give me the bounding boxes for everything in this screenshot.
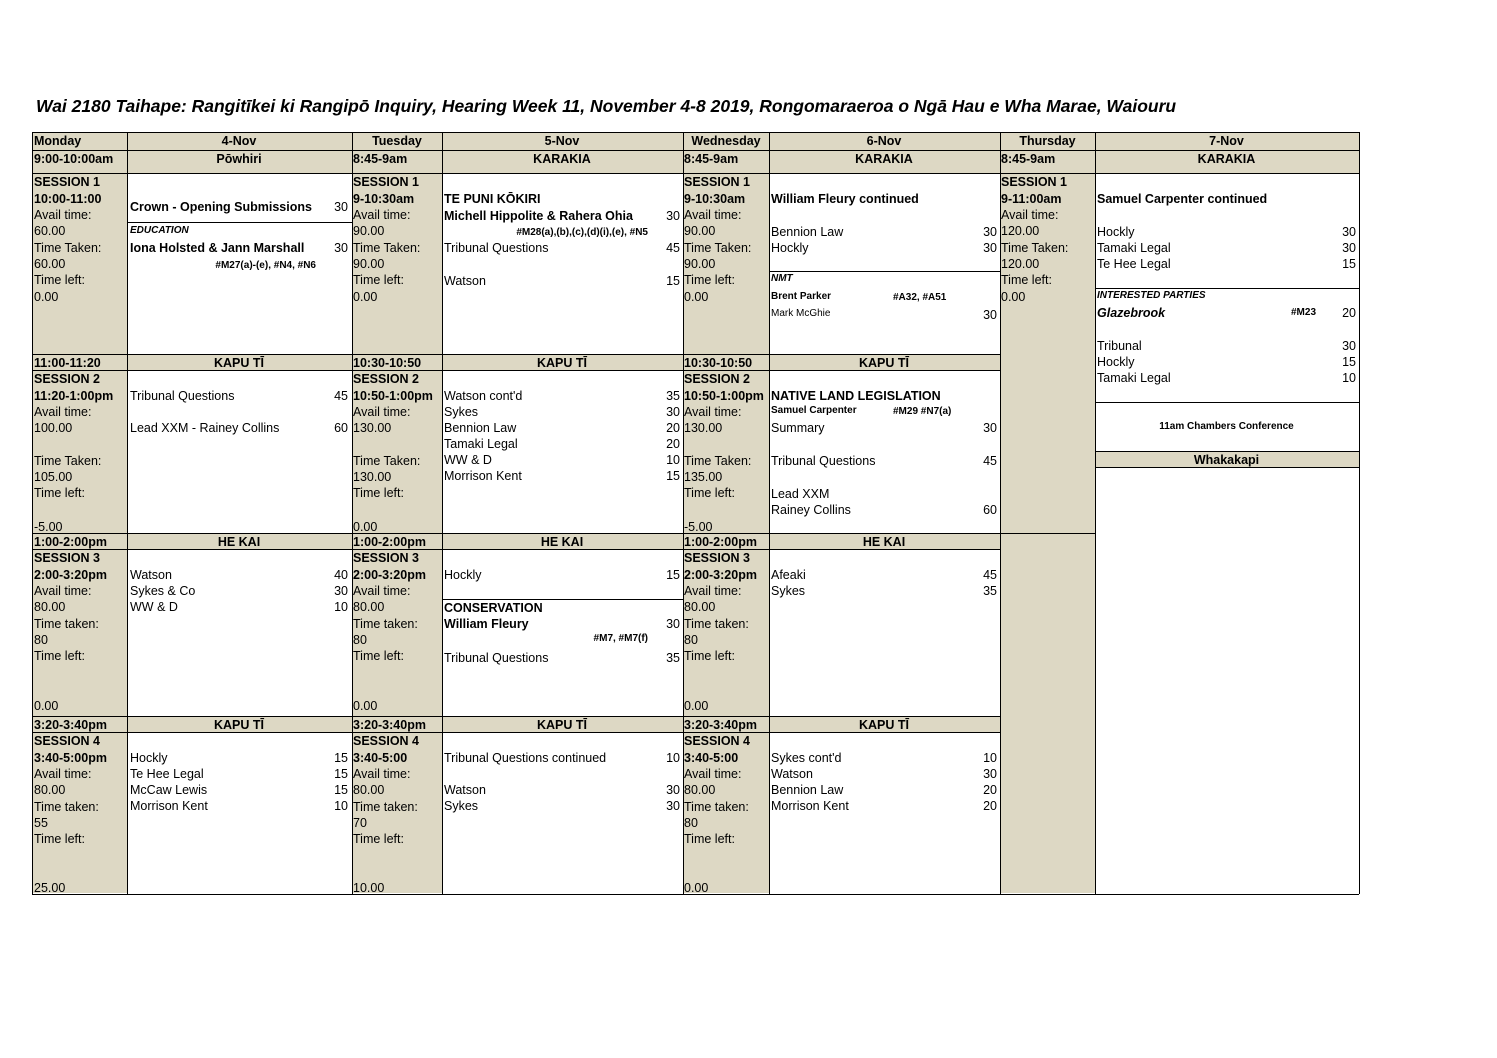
wednesday-item-1-3: NMT (771, 273, 793, 284)
wednesday-session-stat-5-2: Time taken: (684, 617, 749, 631)
wednesday-item-7-3: Morrison Kent (771, 799, 849, 813)
tuesday-session-stat-3-5: 0.00 (353, 520, 378, 534)
wednesday-session-stat-3-0: Avail time: (684, 405, 742, 419)
wednesday-session-time-1: 9-10:30am (684, 192, 746, 206)
tuesday-session-stat-3-4: Time left: (353, 486, 404, 500)
wednesday-session-stat-5-4: Time left: (684, 649, 735, 663)
wednesday-item-7-0: Sykes cont'd (771, 751, 842, 765)
monday-break-event-2: KAPU TĪ (214, 356, 264, 370)
monday-break-time-4: 1:00-2:00pm (34, 535, 107, 549)
thursday-item-3: Te Hee Legal (1097, 257, 1171, 271)
thursday-break-time-0: 8:45-9am (1001, 152, 1056, 166)
thursday-session-stat-2: Time Taken: (1001, 241, 1069, 255)
wednesday-item-num-5-0: 45 (983, 568, 997, 582)
tuesday-session-stat-5-4: Time left: (353, 649, 404, 663)
tuesday-session-stat-1-5: 0.00 (353, 290, 378, 304)
wednesday-session-stat-5-0: Avail time: (684, 584, 742, 598)
monday-session-label-1: SESSION 1 (34, 175, 100, 189)
column-divider-2 (442, 132, 443, 894)
wednesday-item-7-1: Watson (771, 767, 813, 781)
tuesday-session-time-7: 3:40-5:00 (353, 751, 408, 765)
wednesday-item-3-0: NATIVE LAND LEGISLATION (771, 389, 941, 403)
tuesday-item-1-3: Tribunal Questions (444, 241, 549, 255)
thursday-item-0: Samuel Carpenter continued (1097, 192, 1268, 206)
monday-item-num-7-1: 15 (334, 767, 348, 781)
wednesday-item-num-3-2: 30 (983, 421, 997, 435)
monday-session-stat-1-5: 0.00 (34, 290, 59, 304)
tuesday-item-num-3-3: 20 (666, 437, 680, 451)
wednesday-break-time-0: 8:45-9am (684, 152, 739, 166)
monday-break-event-4: HE KAI (217, 535, 261, 549)
monday-session-stat-1-4: Time left: (34, 273, 85, 287)
wednesday-session-stat-5-5: 0.00 (684, 699, 709, 713)
tuesday-session-time-5: 2:00-3:20pm (353, 568, 426, 582)
wednesday-session-stat-1-2: Time Taken: (684, 241, 752, 255)
monday-session-stat-3-4: Time left: (34, 486, 85, 500)
thursday-item-5: Glazebrook (1097, 306, 1166, 320)
tuesday-break-event-4: HE KAI (540, 535, 584, 549)
thursday-whakakapi: Whakakapi (1193, 453, 1260, 467)
wednesday-item-3-5: Rainey Collins (771, 503, 851, 517)
wednesday-session-time-5: 2:00-3:20pm (684, 568, 757, 582)
tuesday-item-num-7-2: 30 (666, 799, 680, 813)
tuesday-item-num-5-0: 15 (666, 568, 680, 582)
wednesday-session-stat-7-3: 80 (684, 816, 698, 830)
monday-session-stat-1-0: Avail time: (34, 208, 92, 222)
tuesday-item-3-4: WW & D (444, 453, 492, 467)
thursday-chambers-conference: 11am Chambers Conference (1159, 421, 1294, 432)
wednesday-session-stat-7-0: Avail time: (684, 767, 742, 781)
wednesday-item-num-1-5: 30 (983, 308, 997, 322)
monday-break-time-2: 11:00-11:20 (34, 356, 101, 370)
monday-session-time-1: 10:00-11:00 (34, 192, 102, 206)
tuesday-session-stat-7-3: 70 (353, 816, 367, 830)
tuesday-session-label-1: SESSION 1 (353, 175, 419, 189)
page-title: Wai 2180 Taihape: Rangitīkei ki Rangipō Inquiry, Hearing Week 11, November 4-8 2019, Rongomaraeroa o Ngā Hau e Wha Marae, Waiouru (36, 96, 1177, 116)
monday-item-1-1: EDUCATION (130, 225, 189, 236)
monday-session-time-7: 3:40-5:00pm (34, 751, 107, 765)
tuesday-item-5-4: Tribunal Questions (444, 651, 549, 665)
tuesday-break-event-6: KAPU TĪ (537, 718, 587, 732)
thursday-item-4: INTERESTED PARTIES (1097, 290, 1206, 301)
tuesday-break-time-4: 1:00-2:00pm (353, 535, 426, 549)
monday-item-num-3-0: 45 (334, 389, 348, 403)
wednesday-item-3-3: Tribunal Questions (771, 454, 876, 468)
tuesday-item-num-7-0: 10 (666, 751, 680, 765)
wednesday-item-num-7-1: 30 (983, 767, 997, 781)
tuesday-session-stat-5-3: 80 (353, 633, 367, 647)
wednesday-break-event-6: KAPU TĪ (859, 718, 909, 732)
monday-break-time-0: 9:00-10:00am (34, 152, 114, 166)
wednesday-item-3-1: Samuel Carpenter (771, 405, 857, 416)
thursday-item-8: Tamaki Legal (1097, 371, 1171, 385)
tuesday-session-stat-7-0: Avail time: (353, 767, 411, 781)
thursday-item-num-7: 15 (1342, 355, 1356, 369)
tuesday-item-7-2: Sykes (444, 799, 479, 813)
monday-session-stat-7-4: Time left: (34, 832, 85, 846)
thursday-time-divider-2 (1000, 533, 1095, 534)
thursday-session-time-1: 9-11:00am (1001, 192, 1062, 206)
monday-item-num-7-0: 15 (334, 751, 348, 765)
tuesday-item-5-1: CONSERVATION (444, 601, 543, 615)
tuesday-session-stat-1-0: Avail time: (353, 208, 411, 222)
monday-session-stat-5-0: Avail time: (34, 584, 92, 598)
tuesday-item-num-1-4: 15 (666, 274, 680, 288)
monday-session-stat-3-1: 100.00 (34, 421, 73, 435)
tuesday-item-num-3-2: 20 (666, 421, 680, 435)
tuesday-session-label-3: SESSION 2 (353, 372, 419, 386)
monday-item-num-3-1: 60 (334, 421, 348, 435)
date-header-thursday: 7-Nov (1209, 134, 1244, 148)
tuesday-session-label-7: SESSION 4 (353, 734, 419, 748)
tuesday-session-stat-5-2: Time taken: (353, 617, 418, 631)
wednesday-session-stat-7-5: 0.00 (684, 881, 709, 895)
wednesday-session-stat-3-2: Time Taken: (684, 454, 752, 468)
monday-session-stat-7-2: Time taken: (34, 800, 99, 814)
monday-session-stat-1-2: Time Taken: (34, 241, 102, 255)
monday-session-stat-3-0: Avail time: (34, 405, 92, 419)
column-divider-0 (127, 132, 128, 894)
tuesday-session-stat-7-5: 10.00 (353, 881, 385, 895)
wednesday-break-time-6: 3:20-3:40pm (684, 718, 757, 732)
wednesday-item-1-0: William Fleury continued (771, 192, 919, 206)
wednesday-session-label-5: SESSION 3 (684, 551, 750, 565)
wednesday-break-event-2: KAPU TĪ (859, 356, 909, 370)
tuesday-break-event-0: KARAKIA (533, 152, 591, 166)
day-header-tuesday: Tuesday (372, 134, 422, 148)
thursday-item-num-5: 20 (1342, 306, 1356, 320)
day-header-wednesday: Wednesday (691, 134, 761, 148)
tuesday-item-1-0: TE PUNI KŌKIRI (444, 192, 541, 206)
tuesday-item-3-1: Sykes (444, 405, 479, 419)
tuesday-session-stat-1-4: Time left: (353, 273, 404, 287)
wednesday-item-5-0: Afeaki (771, 568, 806, 582)
wednesday-session-stat-7-1: 80.00 (684, 783, 716, 797)
monday-item-7-0: Hockly (130, 751, 168, 765)
wednesday-item-ref-3-1: #M29 #N7(a) (893, 406, 952, 417)
monday-item-1-3: #M27(a)-(e), #N4, #N6 (215, 260, 316, 271)
day-header-thursday: Thursday (1019, 134, 1076, 148)
wednesday-session-label-1: SESSION 1 (684, 175, 750, 189)
tuesday-item-num-3-4: 10 (666, 453, 680, 467)
monday-break-event-0: Pōwhiri (216, 152, 262, 166)
wednesday-session-stat-7-4: Time left: (684, 832, 735, 846)
tuesday-item-num-5-4: 35 (666, 651, 680, 665)
thursday-item-2: Tamaki Legal (1097, 241, 1171, 255)
thursday-item-num-8: 10 (1342, 371, 1356, 385)
monday-break-time-6: 3:20-3:40pm (34, 718, 107, 732)
day-header-monday: Monday (34, 134, 82, 148)
wednesday-session-stat-3-4: Time left: (684, 486, 735, 500)
monday-session-stat-3-3: 105.00 (34, 470, 73, 484)
tuesday-session-stat-3-1: 130.00 (353, 421, 392, 435)
wednesday-item-num-1-1: 30 (983, 225, 997, 239)
monday-session-stat-1-1: 60.00 (34, 224, 66, 238)
tuesday-item-num-7-1: 30 (666, 783, 680, 797)
thursday-item-ref-5: #M23 (1291, 307, 1317, 318)
tuesday-item-1-2: #M28(a),(b),(c),(d)(i),(e), #N5 (516, 227, 648, 238)
wednesday-item-num-7-0: 10 (983, 751, 997, 765)
monday-session-stat-7-0: Avail time: (34, 767, 92, 781)
monday-item-5-1: Sykes & Co (130, 584, 196, 598)
thursday-item-7: Hockly (1097, 355, 1135, 369)
monday-session-stat-5-4: Time left: (34, 649, 85, 663)
thursday-row-divider-0 (1095, 173, 1359, 174)
tuesday-item-num-3-5: 15 (666, 469, 680, 483)
thursday-session-stat-5: 0.00 (1001, 290, 1026, 304)
wednesday-break-event-4: HE KAI (862, 535, 906, 549)
thursday-row-divider-1 (1095, 402, 1359, 403)
tuesday-break-event-2: KAPU TĪ (537, 356, 587, 370)
monday-session-stat-5-2: Time taken: (34, 617, 99, 631)
monday-item-5-0: Watson (130, 568, 172, 582)
monday-break-event-6: KAPU TĪ (214, 718, 264, 732)
thursday-item-1: Hockly (1097, 225, 1135, 239)
wednesday-session-time-3: 10:50-1:00pm (684, 389, 764, 403)
wednesday-break-event-0: KARAKIA (855, 152, 913, 166)
tuesday-session-stat-5-0: Avail time: (353, 584, 411, 598)
monday-session-time-3: 11:20-1:00pm (34, 389, 114, 403)
tuesday-break-time-2: 10:30-10:50 (353, 356, 422, 370)
wednesday-item-num-1-2: 30 (983, 241, 997, 255)
wednesday-item-1-4: Brent Parker (771, 291, 832, 302)
wednesday-item-num-7-2: 20 (983, 783, 997, 797)
wednesday-session-stat-5-3: 80 (684, 633, 698, 647)
column-divider-4 (769, 132, 770, 894)
wednesday-session-stat-3-5: -5.00 (684, 520, 713, 534)
wednesday-session-stat-1-1: 90.00 (684, 224, 716, 238)
wednesday-session-time-7: 3:40-5:00 (684, 751, 739, 765)
monday-item-7-1: Te Hee Legal (130, 767, 204, 781)
wednesday-item-3-4: Lead XXM (771, 487, 830, 501)
monday-session-stat-3-2: Time Taken: (34, 454, 102, 468)
monday-item-3-0: Tribunal Questions (130, 389, 235, 403)
monday-session-stat-1-3: 60.00 (34, 257, 66, 271)
tuesday-session-stat-5-1: 80.00 (353, 600, 385, 614)
tuesday-item-num-3-0: 35 (666, 389, 680, 403)
thursday-item-num-3: 15 (1342, 257, 1356, 271)
wednesday-item-ref-1-4: #A32, #A51 (893, 292, 947, 303)
thursday-session-stat-0: Avail time: (1001, 208, 1059, 222)
monday-item-num-1-2: 30 (334, 241, 348, 255)
row-divider-0 (32, 173, 1000, 174)
tuesday-session-stat-7-4: Time left: (353, 832, 404, 846)
monday-session-stat-5-3: 80 (34, 633, 48, 647)
tuesday-item-7-1: Watson (444, 783, 486, 797)
wednesday-session-stat-3-1: 130.00 (684, 421, 723, 435)
monday-item-7-2: McCaw Lewis (130, 783, 208, 797)
monday-item-7-3: Morrison Kent (130, 799, 208, 813)
thursday-item-num-6: 30 (1342, 339, 1356, 353)
wednesday-item-1-1: Bennion Law (771, 225, 844, 239)
wednesday-item-num-5-1: 35 (983, 584, 997, 598)
monday-session-label-7: SESSION 4 (34, 734, 100, 748)
tuesday-session-label-5: SESSION 3 (353, 551, 419, 565)
thursday-item-num-2: 30 (1342, 241, 1356, 255)
monday-item-num-7-3: 10 (334, 799, 348, 813)
monday-item-num-7-2: 15 (334, 783, 348, 797)
tuesday-item-3-5: Morrison Kent (444, 469, 522, 483)
table-border-left (32, 132, 33, 894)
monday-session-label-5: SESSION 3 (34, 551, 100, 565)
wednesday-session-label-7: SESSION 4 (684, 734, 750, 748)
table-border-right (1359, 132, 1360, 894)
wednesday-item-num-7-3: 20 (983, 799, 997, 813)
thursday-item-num-1: 30 (1342, 225, 1356, 239)
tuesday-item-5-2: William Fleury (444, 617, 529, 631)
tuesday-session-stat-3-2: Time Taken: (353, 454, 421, 468)
wednesday-session-stat-1-3: 90.00 (684, 257, 716, 271)
tuesday-item-1-4: Watson (444, 274, 486, 288)
tuesday-session-stat-3-0: Avail time: (353, 405, 411, 419)
tuesday-break-time-6: 3:20-3:40pm (353, 718, 426, 732)
monday-item-num-1-0: 30 (334, 200, 348, 214)
wednesday-item-num-3-5: 60 (983, 503, 997, 517)
monday-item-5-2: WW & D (130, 600, 178, 614)
thursday-session-stat-3: 120.00 (1001, 257, 1040, 271)
tuesday-session-stat-1-2: Time Taken: (353, 241, 421, 255)
wednesday-item-7-2: Bennion Law (771, 783, 844, 797)
monday-item-3-1: Lead XXM - Rainey Collins (130, 421, 280, 435)
monday-session-stat-3-5: -5.00 (34, 520, 63, 534)
tuesday-item-1-1: Michell Hippolite & Rahera Ohia (444, 209, 633, 223)
tuesday-item-3-3: Tamaki Legal (444, 437, 518, 451)
tuesday-item-5-3: #M7, #M7(f) (593, 633, 648, 644)
wednesday-item-1-5: Mark McGhie (771, 308, 831, 319)
tuesday-item-5-0: Hockly (444, 568, 482, 582)
date-header-wednesday: 6-Nov (866, 134, 902, 148)
monday-session-stat-5-1: 80.00 (34, 600, 66, 614)
thursday-break-event-0: KARAKIA (1197, 152, 1256, 166)
tuesday-session-stat-1-3: 90.00 (353, 257, 385, 271)
tuesday-item-num-5-2: 30 (666, 617, 680, 631)
tuesday-item-7-0: Tribunal Questions continued (444, 751, 607, 765)
wednesday-session-stat-1-0: Avail time: (684, 208, 742, 222)
monday-education-divider (127, 222, 352, 223)
wednesday-item-5-1: Sykes (771, 584, 806, 598)
thursday-session-stat-4: Time left: (1001, 273, 1052, 287)
monday-session-label-3: SESSION 2 (34, 372, 100, 386)
tuesday-item-3-0: Watson cont'd (444, 389, 523, 403)
thursday-item-6: Tribunal (1097, 339, 1142, 353)
monday-session-stat-7-3: 55 (34, 816, 48, 830)
thursday-session-stat-1: 120.00 (1001, 224, 1040, 238)
wednesday-session-stat-7-2: Time taken: (684, 800, 749, 814)
tuesday-session-stat-7-1: 80.00 (353, 783, 385, 797)
wednesday-session-stat-5-1: 80.00 (684, 600, 716, 614)
wednesday-session-stat-1-5: 0.00 (684, 290, 709, 304)
date-header-tuesday: 5-Nov (544, 134, 580, 148)
thursday-session-label-1: SESSION 1 (1001, 175, 1067, 189)
tuesday-item-num-1-1: 30 (666, 209, 680, 223)
date-header-monday: 4-Nov (221, 134, 257, 148)
tuesday-session-stat-5-5: 0.00 (353, 699, 378, 713)
wednesday-item-num-3-3: 45 (983, 454, 997, 468)
tuesday-item-3-2: Bennion Law (444, 421, 517, 435)
wednesday-break-time-2: 10:30-10:50 (684, 356, 753, 370)
monday-item-num-5-0: 40 (334, 568, 348, 582)
monday-item-num-5-1: 30 (334, 584, 348, 598)
tuesday-session-time-1: 9-10:30am (353, 192, 415, 206)
column-divider-6 (1095, 132, 1096, 894)
tuesday-session-stat-3-3: 130.00 (353, 470, 392, 484)
wednesday-session-stat-3-3: 135.00 (684, 470, 723, 484)
monday-session-stat-7-5: 25.00 (34, 881, 66, 895)
wednesday-session-stat-1-4: Time left: (684, 273, 735, 287)
tuesday-session-stat-7-2: Time taken: (353, 800, 418, 814)
monday-item-1-2: Iona Holsted & Jann Marshall (130, 241, 305, 255)
monday-session-stat-7-1: 80.00 (34, 783, 66, 797)
tuesday-item-num-3-1: 30 (666, 405, 680, 419)
tuesday-session-stat-1-1: 90.00 (353, 224, 385, 238)
monday-item-1-0: Crown - Opening Submissions (130, 200, 312, 214)
wednesday-item-1-2: Hockly (771, 241, 809, 255)
tuesday-session-time-3: 10:50-1:00pm (353, 389, 433, 403)
wednesday-session-label-3: SESSION 2 (684, 372, 750, 386)
wednesday-break-time-4: 1:00-2:00pm (684, 535, 757, 549)
wednesday-item-3-2: Summary (771, 421, 825, 435)
monday-item-num-5-2: 10 (334, 600, 348, 614)
monday-session-stat-5-5: 0.00 (34, 699, 59, 713)
tuesday-item-num-1-3: 45 (666, 241, 680, 255)
tuesday-break-time-0: 8:45-9am (353, 152, 408, 166)
monday-session-time-5: 2:00-3:20pm (34, 568, 107, 582)
